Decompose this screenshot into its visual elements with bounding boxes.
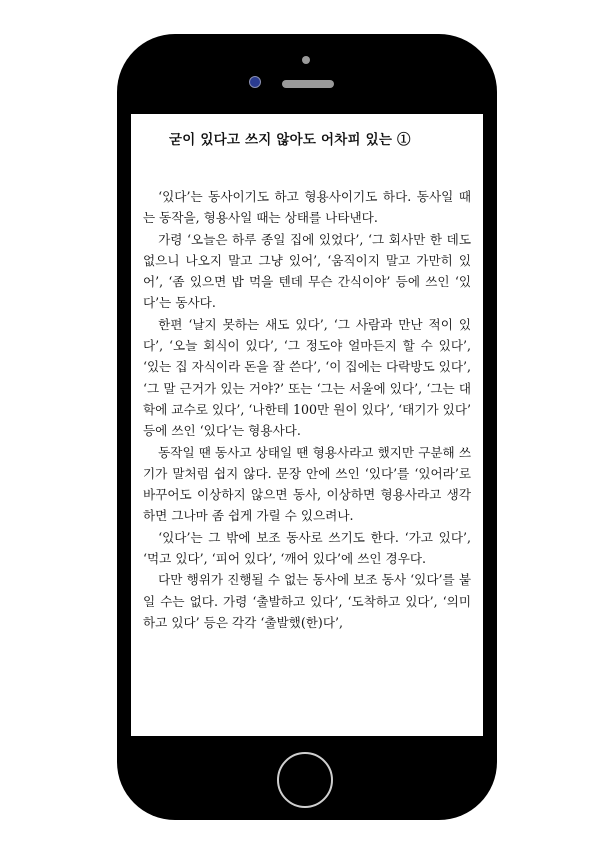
paragraph: 한편 ‘날지 못하는 새도 있다’, ‘그 사람과 만난 적이 있다’, ‘오늘 회식이 있다’, ‘그 정도야 얼마든지 할 수 있다’, ‘있는 집 자식이라 돈을 잘 쓴다’, ‘이 집에는 다락방도 있다’, ‘그 말 근거가 있는 거야?’ 또는 ‘그는 서울에 있다’, ‘그는 대학에 교수로 있다’, ‘나한테 100만 원이 있다’, ‘태기가 있다’ 등에 쓰인 ‘있다’는 형용사다. xyxy=(143,316,471,439)
paragraph: ‘있다’는 동사이기도 하고 형용사이기도 하다. 동사일 때는 동작을, 형용사일 때는 상태를 나타낸다. xyxy=(143,189,471,226)
earpiece-speaker xyxy=(282,80,334,88)
paragraph: 동작일 땐 동사고 상태일 땐 형용사라고 했지만 구분해 쓰기가 말처럼 쉽지 않다. 문장 안에 쓰인 ‘있다’를 ‘있어라’로 바꾸어도 이상하지 않으면 동사, 이상하면 형용사라고 생각하면 그나마 좀 쉽게 가릴 수 있으려나. xyxy=(143,444,471,524)
home-button[interactable] xyxy=(277,752,333,808)
paragraph: 가령 ‘오늘은 하루 종일 집에 있었다’, ‘그 회사만 한 데도 없으니 나오지 말고 그냥 있어’, ‘움직이지 말고 가만히 있어’, ‘좀 있으면 밥 먹을 텐데 무슨 간식이야’ 등에 쓰인 ‘있다’는 동사다. xyxy=(143,231,471,311)
proximity-sensor xyxy=(302,56,310,64)
page-title: 굳이 있다고 쓰지 않아도 어차피 있는 ① xyxy=(169,132,411,148)
front-camera-icon xyxy=(249,76,261,88)
reader-screen[interactable] xyxy=(131,114,483,736)
page-body xyxy=(143,186,471,633)
paragraph: 다만 행위가 진행될 수 없는 동사에 보조 동사 ‘있다’를 붙일 수는 없다. 가령 ‘출발하고 있다’, ‘도착하고 있다’, ‘의미하고 있다’ 등은 각각 ‘출발했(한)다’, xyxy=(143,572,471,630)
paragraph: ‘있다’는 그 밖에 보조 동사로 쓰기도 한다. ‘가고 있다’, ‘먹고 있다’, ‘피어 있다’, ‘깨어 있다’에 쓰인 경우다. xyxy=(143,529,471,567)
